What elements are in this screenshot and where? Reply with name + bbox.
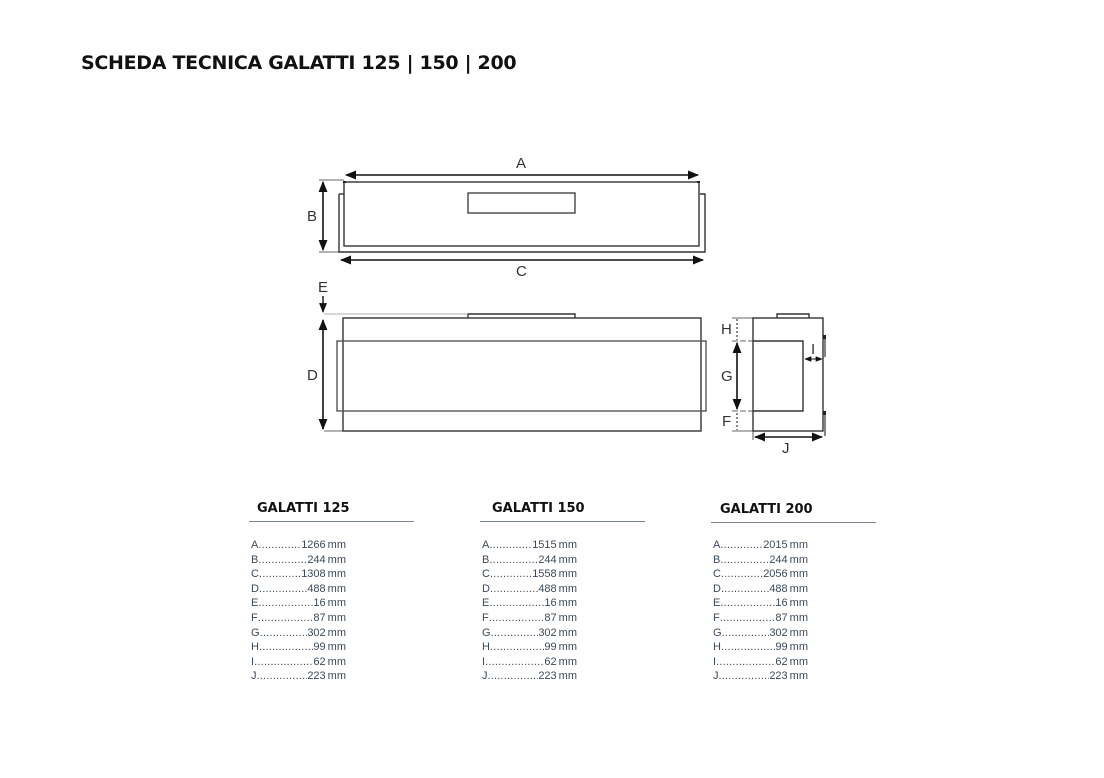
svg-text:G: G [721,368,733,385]
model-title: GALATTI 200 [720,502,813,517]
svg-text:I: I [811,341,816,358]
dimension-A [346,155,698,175]
dimension-E [318,279,328,312]
spec-row-f: F ..... 87 mm [482,611,577,626]
spec-row-h: H ..... 99 mm [251,640,346,655]
spec-row-b: B ..... 244 mm [251,553,346,568]
spec-row-e: E ..... 16 mm [251,596,346,611]
dimension-H [721,319,737,340]
spec-row-f: F ..... 87 mm [713,611,808,626]
svg-text:B: B [307,208,318,225]
svg-text:F: F [722,413,732,430]
dimension-D [307,320,323,429]
spec-row-j: J ..... 223 mm [482,669,577,684]
top-view [319,180,705,252]
spec-block-galatti-200 [711,500,881,684]
model-title: GALATTI 125 [257,501,350,516]
model-title: GALATTI 150 [492,501,585,516]
spec-row-d: D ..... 488 mm [251,582,346,597]
spec-row-d: D ..... 488 mm [482,582,577,597]
svg-text:D: D [307,367,318,384]
spec-row-g: G ..... 302 mm [482,626,577,641]
svg-text:C: C [516,263,527,280]
spec-row-c: C ..... 1558 mm [482,567,577,582]
spec-list [249,538,419,684]
spec-list [480,538,650,684]
spec-row-a: A ..... 1266 mm [251,538,346,553]
dimension-I [805,341,822,359]
front-view [324,314,706,431]
spec-row-i: I ..... 62 mm [713,655,808,670]
spec-row-e: E ..... 16 mm [713,596,808,611]
svg-text:A: A [516,155,527,172]
divider [711,522,876,523]
spec-block-galatti-150 [480,499,650,684]
spec-row-d: D ..... 488 mm [713,582,808,597]
spec-row-b: B ..... 244 mm [713,553,808,568]
side-view [732,314,826,440]
spec-row-g: G ..... 302 mm [713,626,808,641]
dimension-B [307,182,323,250]
divider [249,521,414,522]
spec-row-h: H ..... 99 mm [482,640,577,655]
spec-row-e: E ..... 16 mm [482,596,577,611]
dimension-J [755,437,822,457]
page-title: SCHEDA TECNICA GALATTI 125 | 150 | 200 [81,52,517,74]
spec-row-c: C ..... 2056 mm [713,567,808,582]
spec-block-galatti-125 [249,499,419,684]
dimension-C [341,260,703,280]
divider [480,521,645,522]
spec-row-c: C ..... 1308 mm [251,567,346,582]
spec-row-a: A ..... 2015 mm [713,538,808,553]
dimension-G [721,343,737,409]
spec-row-g: G ..... 302 mm [251,626,346,641]
spec-row-i: I ..... 62 mm [251,655,346,670]
svg-text:J: J [782,440,790,457]
dimension-F [722,413,737,430]
svg-text:E: E [318,279,329,296]
spec-list [711,538,881,684]
spec-row-j: J ..... 223 mm [713,669,808,684]
spec-row-i: I ..... 62 mm [482,655,577,670]
spec-row-j: J ..... 223 mm [251,669,346,684]
spec-row-f: F ..... 87 mm [251,611,346,626]
svg-text:H: H [721,321,732,338]
spec-row-a: A ..... 1515 mm [482,538,577,553]
spec-row-b: B ..... 244 mm [482,553,577,568]
spec-row-h: H ..... 99 mm [713,640,808,655]
